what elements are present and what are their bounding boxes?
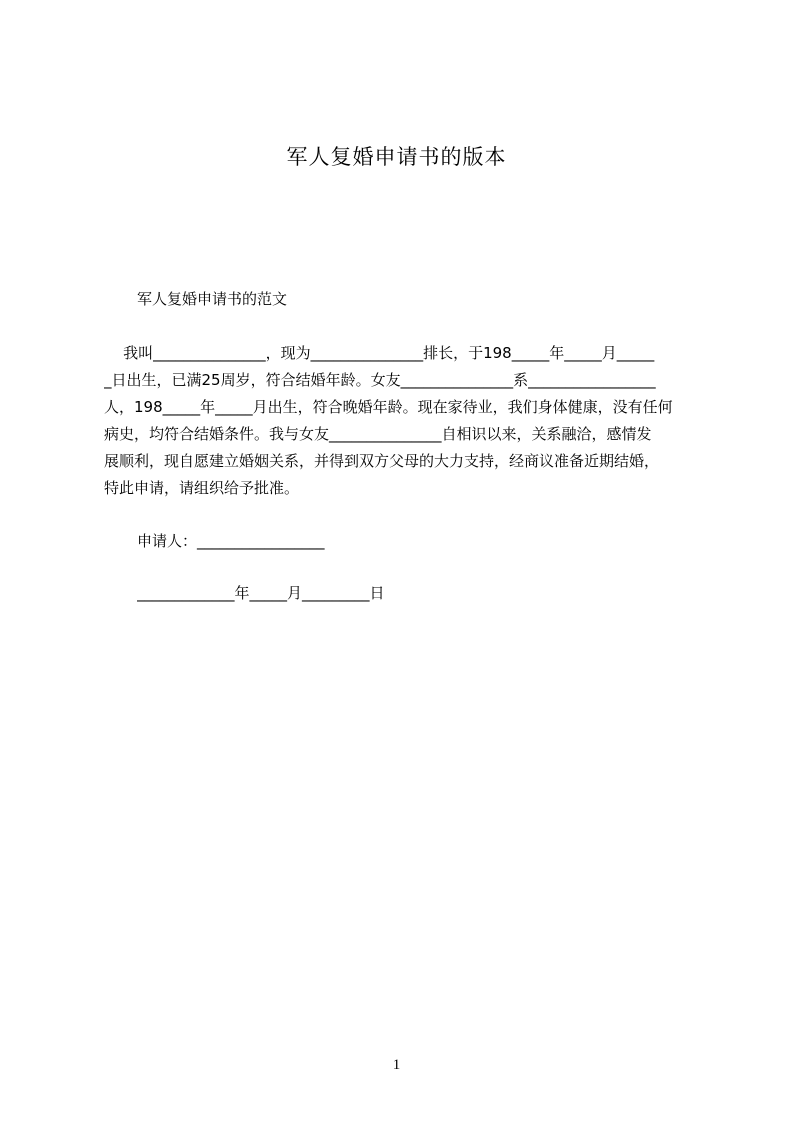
date-line: _____________年_____月_________日 [137,584,385,602]
page-number: 1 [392,1057,401,1073]
subtitle: 军人复婚申请书的范文 [137,290,288,308]
body-line: 特此申请，请组织给予批准。 [104,479,300,497]
body-line: 病史，均符合结婚条件。我与女友_______________自相识以来，关系融洽，感情发 [104,425,652,443]
body-line: 人，198_____年_____月出生，符合晚婚年龄。现在家待业，我们身体健康，没有任何 [104,398,673,416]
page-title: 军人复婚申请书的版本 [286,145,507,169]
body-line: 展顺利，现自愿建立婚姻关系，并得到双方父母的大力支持，经商议准备近期结婚， [104,452,660,470]
applicant-signature-line: 申请人：_________________ [137,532,325,550]
body-line: _日出生，已满25周岁，符合结婚年龄。女友_______________系_________________ [104,371,656,389]
body-line: 我叫_______________，现为_______________排长，于198_____年_____月_____ [104,344,655,362]
